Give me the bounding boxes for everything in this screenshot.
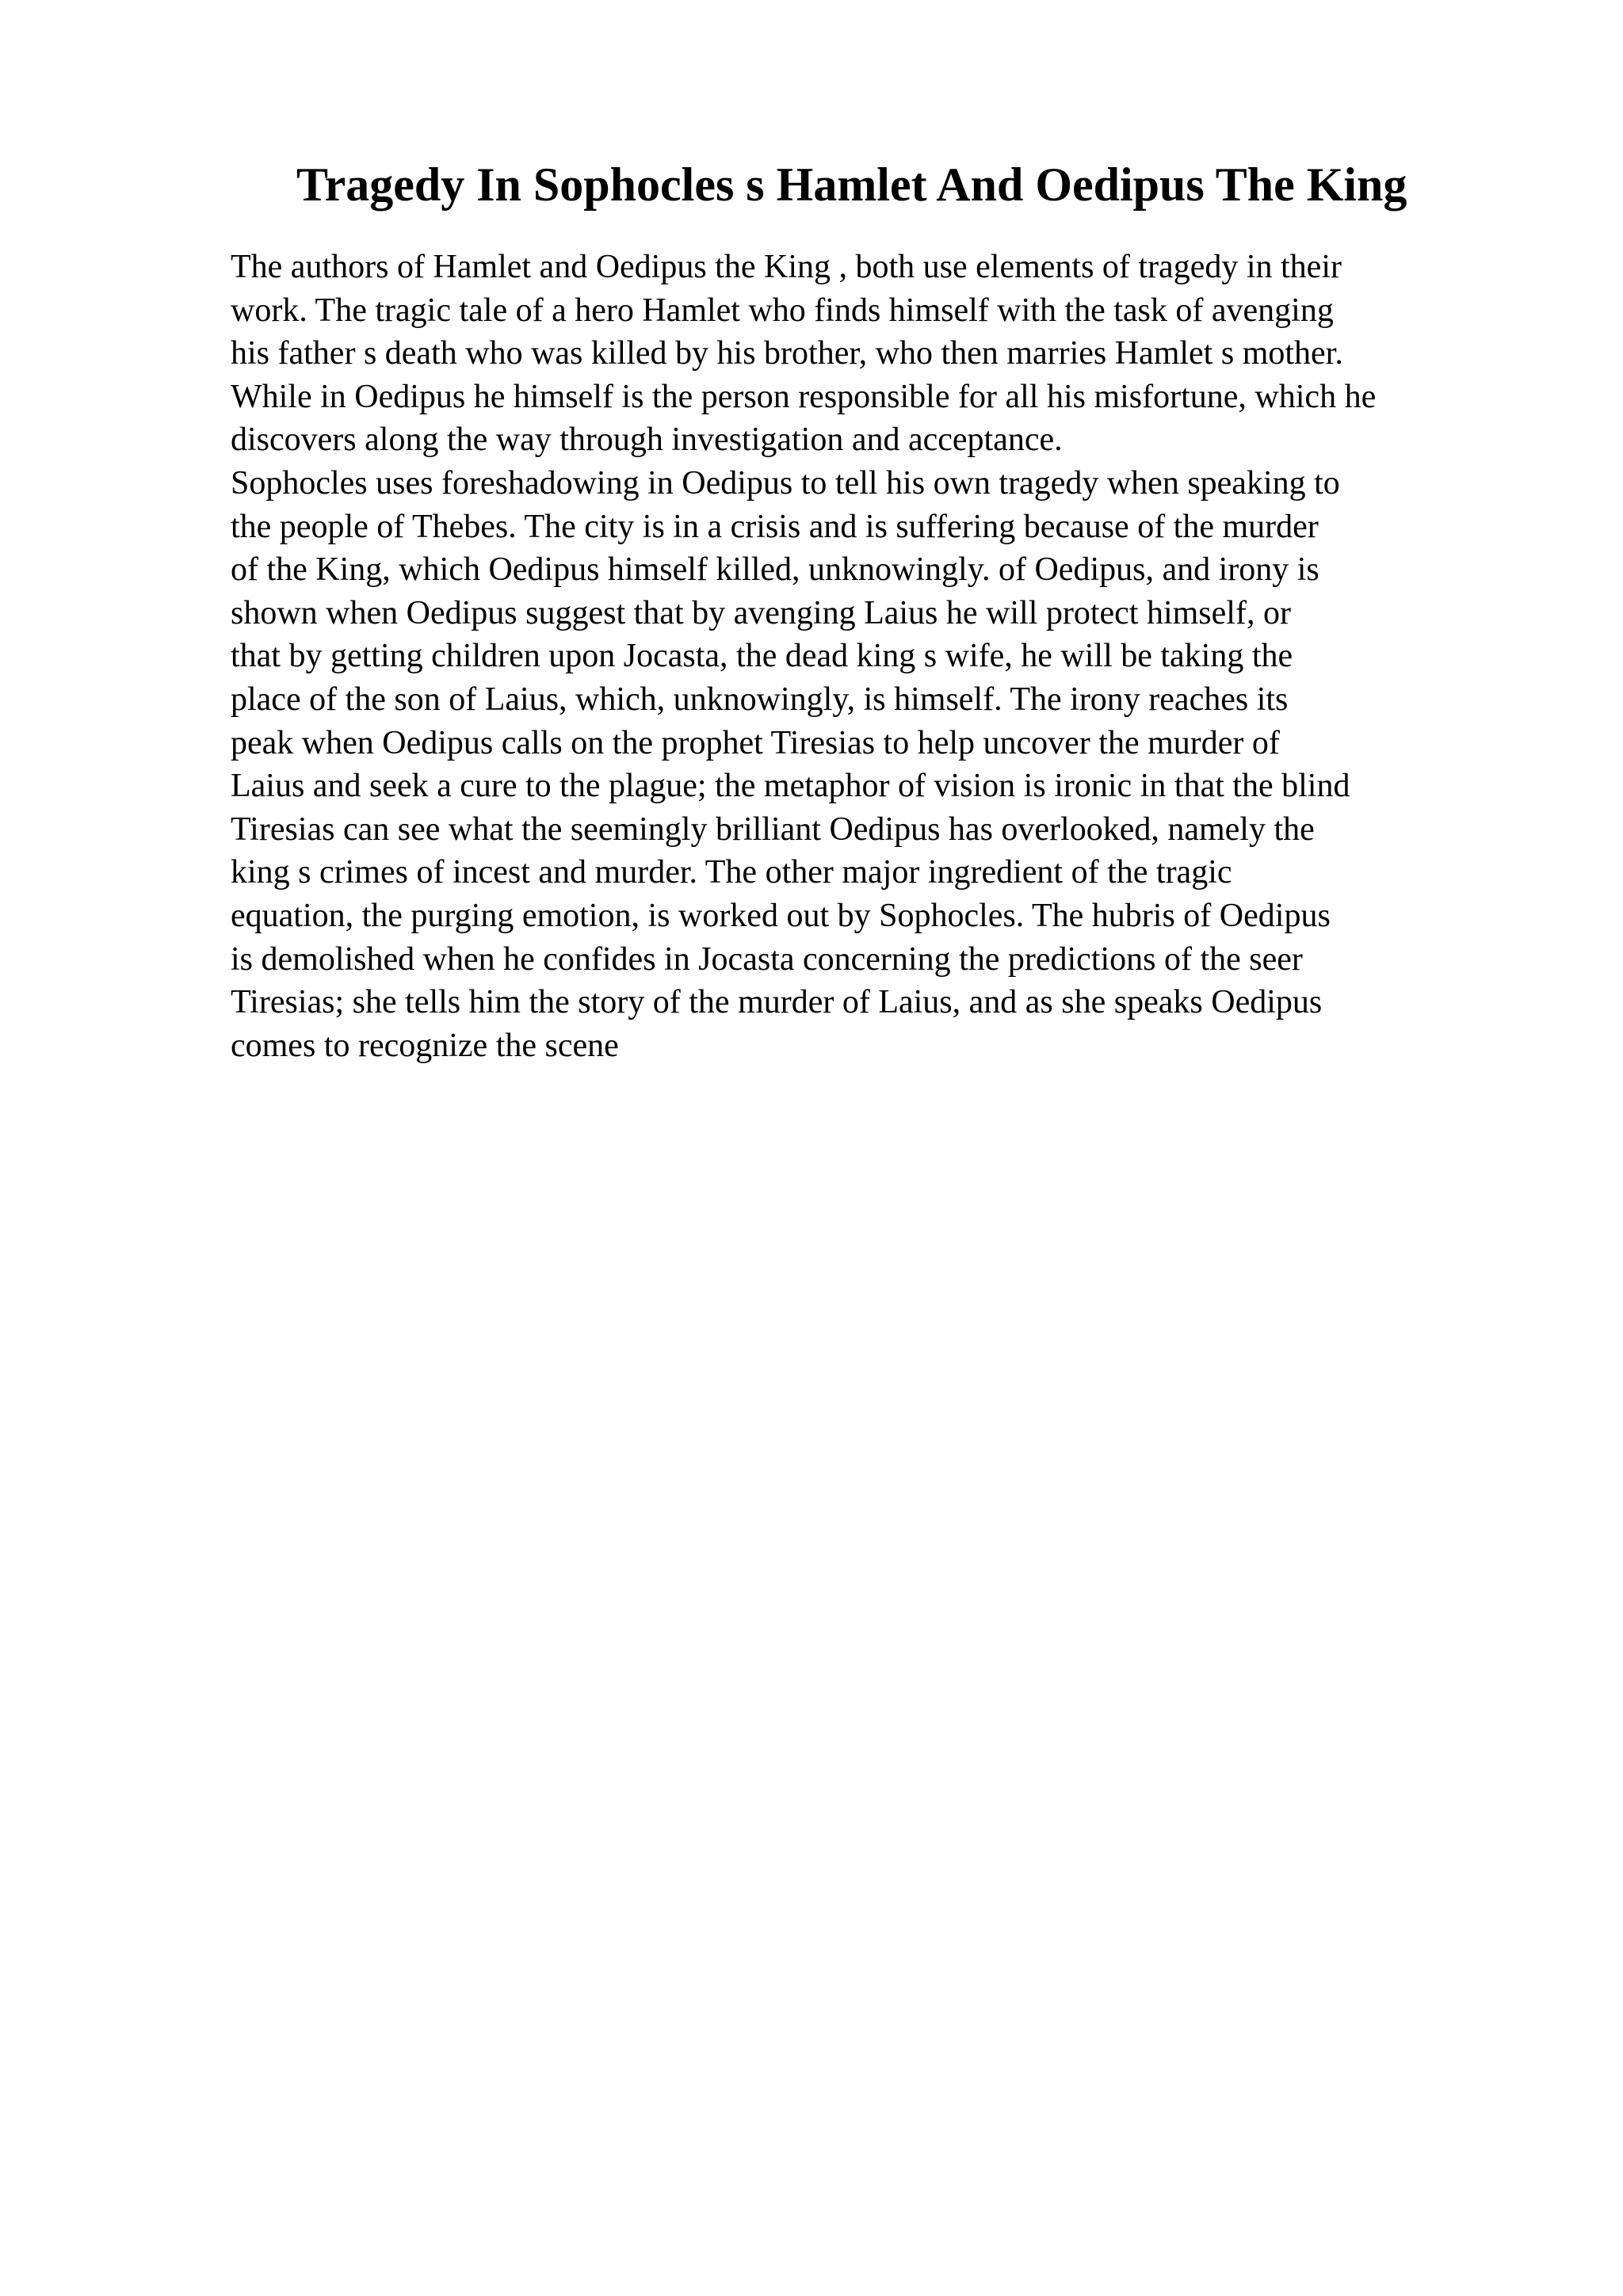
body-line: place of the son of Laius, which, unknowingly, is himself. The irony reaches its [231, 681, 1289, 718]
body-line: While in Oedipus he himself is the person responsible for all his misfortune, which he [231, 378, 1377, 415]
body-line: discovers along the way through investigation and acceptance. [231, 421, 1063, 459]
body-line: Sophocles uses foreshadowing in Oedipus to tell his own tragedy when speaking to [231, 464, 1340, 502]
body-line: peak when Oedipus calls on the prophet Tiresias to help uncover the murder of [231, 724, 1280, 761]
body-line: Laius and seek a cure to the plague; the metaphor of vision is ironic in that the blind [231, 768, 1350, 805]
body-line: Tiresias; she tells him the story of the murder of Laius, and as she speaks Oedipus [231, 984, 1323, 1021]
body-line: shown when Oedipus suggest that by avenging Laius he will protect himself, or [231, 594, 1291, 631]
body-line: comes to recognize the scene [231, 1027, 619, 1064]
body-line: is demolished when he confides in Jocasta concerning the predictions of the seer [231, 940, 1303, 978]
body-line: king s crimes of incest and murder. The other major ingredient of the tragic [231, 854, 1232, 891]
body-line: equation, the purging emotion, is worked out by Sophocles. The hubris of Oedipus [231, 897, 1331, 934]
body-line: Tiresias can see what the seemingly brilliant Oedipus has overlooked, namely the [231, 810, 1315, 848]
body-line: the people of Thebes. The city is in a crisis and is suffering because of the murder [231, 508, 1319, 545]
document-body [231, 246, 1578, 1067]
body-line: The authors of Hamlet and Oedipus the King , both use elements of tragedy in their [231, 249, 1342, 285]
body-line: that by getting children upon Jocasta, the dead king s wife, he will be taking the [231, 638, 1293, 675]
body-line: his father s death who was killed by his brother, who then marries Hamlet s mother. [231, 335, 1343, 372]
document-title: Tragedy In Sophocles s Hamlet And Oedipus The King [296, 158, 1407, 211]
body-line: of the King, which Oedipus himself killed, unknowingly. of Oedipus, and irony is [231, 551, 1319, 589]
body-line: work. The tragic tale of a hero Hamlet who finds himself with the task of avenging [231, 292, 1334, 329]
